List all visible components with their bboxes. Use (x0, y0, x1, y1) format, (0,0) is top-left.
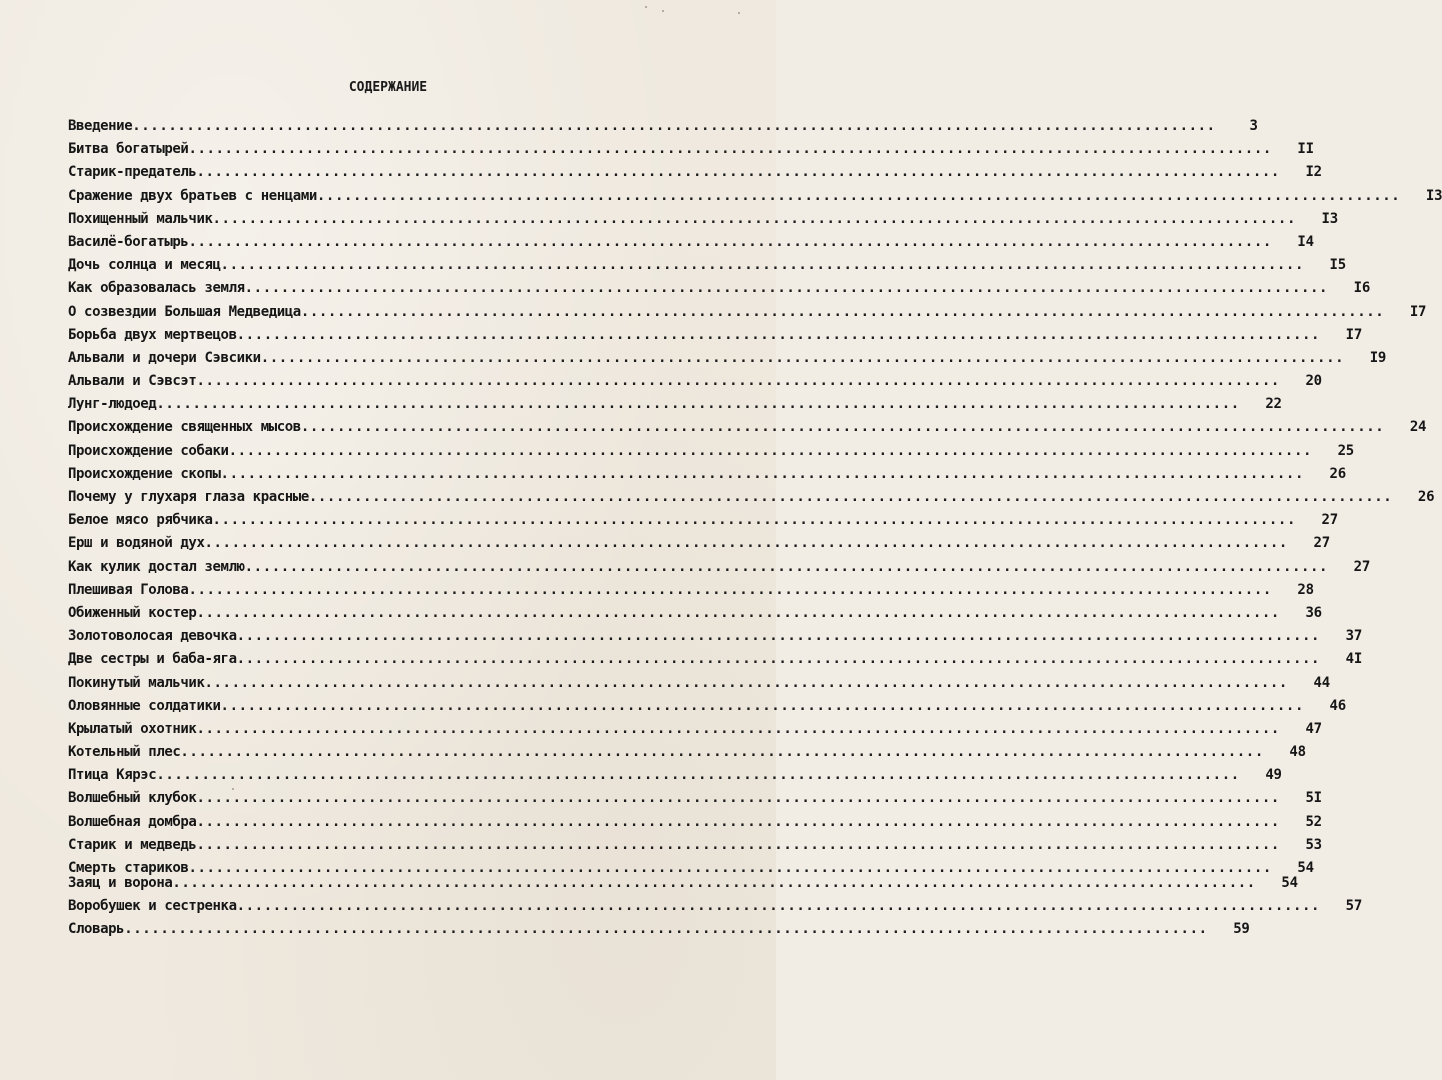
toc-entry (68, 257, 1346, 280)
dot-leader: ........................................................................................................................ (300, 419, 1385, 436)
toc-entry (68, 489, 1435, 512)
toc-entry-title: Оловянные солдатики (68, 697, 221, 714)
toc-entry-title: Происхождение скопы (68, 465, 221, 482)
dot-leader: ........................................................................................................................ (212, 210, 1296, 227)
toc-entry-page-number: I9 (1369, 349, 1387, 366)
toc-entry-page-number: 47 (1305, 720, 1322, 737)
toc-entry (68, 860, 1314, 876)
toc-entry-page-number: 26 (1329, 465, 1346, 482)
paper-speck (662, 10, 664, 12)
toc-entry-page-number: 27 (1321, 512, 1338, 529)
toc-entry-title: Борьба двух мертвецов (68, 326, 237, 343)
dot-leader: ........................................................................................................................ (236, 628, 1321, 645)
toc-entry-page-number: I7 (1409, 303, 1427, 320)
dot-leader: ........................................................................................................................ (236, 651, 1321, 668)
toc-entry-title: Плешивая Голова (68, 581, 189, 598)
dot-leader: ........................................................................................................................ (156, 396, 1240, 413)
dot-leader: ........................................................................................................................ (244, 280, 1329, 297)
toc-entry-page-number: I2 (1305, 164, 1322, 181)
toc-entry (68, 233, 1314, 257)
toc-entry-page-number: 37 (1345, 628, 1363, 645)
dot-leader: ........................................................................................................................ (188, 860, 1272, 876)
toc-entry (68, 396, 1282, 419)
dot-leader: ........................................................................................................................ (124, 921, 1208, 938)
toc-entry-title: Две сестры и баба-яга (68, 651, 237, 668)
toc-entry (68, 604, 1322, 628)
toc-entry-title: Сражение двух братьев с ненцами (68, 187, 317, 204)
dot-leader: ........................................................................................................................ (196, 164, 1280, 181)
dot-leader: ........................................................................................................................ (196, 720, 1280, 737)
dot-leader: ........................................................................................................................ (188, 581, 1272, 598)
toc-entry-title: Золотоволосая девочка (68, 628, 237, 645)
toc-entry-title: Почему у глухаря глаза красные (68, 489, 309, 505)
toc-entry-page-number: 24 (1409, 419, 1427, 436)
toc-entry-title: О созвездии Большая Медведица (68, 303, 301, 320)
dot-leader: ........................................................................................................................ (236, 898, 1321, 915)
toc-entry-title: Ерш и водяной дух (68, 535, 205, 552)
dot-leader: ........................................................................................................................ (204, 674, 1288, 691)
dot-leader: ........................................................................................................................ (212, 512, 1296, 529)
toc-entry-page-number: 5I (1305, 790, 1322, 807)
toc-entry (68, 898, 1363, 921)
toc-entry (68, 535, 1330, 558)
toc-entry-title: Лунг-людоед (68, 396, 157, 413)
toc-entry (68, 118, 1258, 141)
paper-speck (232, 788, 234, 790)
dot-leader: ........................................................................................................................ (236, 326, 1321, 343)
dot-leader: ........................................................................................................................ (220, 257, 1304, 274)
toc-entry (68, 651, 1363, 674)
toc-entry (68, 210, 1338, 234)
toc-entry-title: Введение (68, 118, 133, 134)
page-title: СОДЕРЖАНИЕ (348, 80, 428, 95)
dot-leader: ........................................................................................................................ (156, 767, 1240, 784)
toc-entry-page-number: 26 (1417, 489, 1435, 505)
toc-entry-page-number: 46 (1329, 697, 1346, 714)
toc-entry-page-number: 3 (1249, 118, 1258, 134)
toc-entry-title: Как образовалась земля (68, 280, 245, 297)
toc-entry-page-number: 36 (1305, 604, 1322, 621)
toc-entry-title: Белое мясо рябчика (68, 512, 213, 529)
toc-entry-page-number: 49 (1265, 767, 1282, 784)
dot-leader: ........................................................................................................................ (196, 373, 1280, 390)
dot-leader: ........................................................................................................................ (132, 118, 1216, 134)
toc-entry-page-number: I6 (1353, 280, 1371, 297)
toc-entry-page-number: 27 (1313, 535, 1330, 552)
toc-entry-title: Альвали и Сэвсэт (68, 373, 197, 390)
toc-entry-page-number: I3 (1425, 187, 1442, 204)
toc-entry (68, 187, 1442, 211)
toc-entry-page-number: 44 (1313, 674, 1330, 691)
toc-entry (68, 419, 1427, 442)
toc-entry (68, 790, 1322, 813)
toc-entry-page-number: 54 (1281, 875, 1298, 891)
toc-entry-title: Волшебный клубок (68, 790, 197, 807)
toc-entry (68, 697, 1346, 721)
toc-entry-page-number: 48 (1289, 744, 1306, 761)
dot-leader: ........................................................................................................................ (196, 836, 1280, 853)
paper-speck (738, 12, 740, 14)
toc-entry (68, 744, 1306, 767)
toc-entry-title: Происхождение священных мысов (68, 419, 301, 436)
toc-entry-title: Старик-предатель (68, 164, 197, 181)
toc-entry (68, 921, 1250, 944)
dot-leader: ........................................................................................................................ (196, 790, 1280, 807)
paper-speck (645, 6, 647, 8)
toc-entry-title: Волшебная домбра (68, 813, 197, 830)
toc-entry (68, 767, 1282, 790)
toc-entry-title: Смерть стариков (68, 860, 189, 876)
toc-entry (68, 558, 1371, 582)
toc-entry-title: Крылатый охотник (68, 720, 197, 737)
toc-entry (68, 303, 1427, 327)
toc-entry-page-number: I4 (1297, 233, 1314, 250)
toc-entry-title: Котельный плес (68, 744, 181, 761)
toc-entry-title: Похищенный мальчик (68, 210, 213, 227)
toc-entry (68, 813, 1322, 837)
toc-entry (68, 373, 1322, 396)
toc-entry (68, 836, 1322, 860)
toc-entry-page-number: I3 (1321, 210, 1338, 227)
dot-leader: ........................................................................................................................ (244, 558, 1329, 575)
toc-entry-title: Битва богатырей (68, 141, 189, 158)
toc-entry-page-number: II (1297, 141, 1314, 158)
dot-leader: ........................................................................................................................ (220, 465, 1304, 482)
toc-entry-page-number: 28 (1297, 581, 1314, 598)
toc-entry-title: Старик и медведь (68, 836, 197, 853)
toc-entry-page-number: I5 (1329, 257, 1346, 274)
toc-entry-page-number: 25 (1337, 442, 1355, 459)
toc-entry-title: Покинутый мальчик (68, 674, 205, 691)
dot-leader: ........................................................................................................................ (196, 813, 1280, 830)
toc-entry (68, 442, 1355, 466)
dot-leader: ........................................................................................................................ (316, 187, 1401, 204)
toc-entry-title: Обиженный костер (68, 604, 197, 621)
toc-entry (68, 349, 1387, 373)
dot-leader: ........................................................................................................................ (220, 697, 1304, 714)
toc-entry (68, 628, 1363, 651)
toc-entry (68, 280, 1371, 303)
toc-entry-title: Птица Кярэс (68, 767, 157, 784)
toc-entry-page-number: 52 (1305, 813, 1322, 830)
dot-leader: ........................................................................................................................ (188, 233, 1272, 250)
dot-leader: ........................................................................................................................ (300, 303, 1385, 320)
dot-leader: ........................................................................................................................ (308, 489, 1393, 505)
toc-entry (68, 875, 1298, 898)
toc-entry-page-number: I7 (1345, 326, 1363, 343)
dot-leader: ........................................................................................................................ (204, 535, 1288, 552)
toc-entry-title: Василё-богатырь (68, 233, 189, 250)
toc-entry (68, 720, 1322, 744)
toc-entry (68, 581, 1314, 605)
table-of-contents (68, 118, 1442, 945)
toc-entry (68, 465, 1346, 489)
toc-entry-page-number: 4I (1345, 651, 1363, 668)
toc-entry-page-number: 20 (1305, 373, 1322, 390)
toc-entry-page-number: 53 (1305, 836, 1322, 853)
toc-entry (68, 512, 1338, 535)
dot-leader: ........................................................................................................................ (228, 442, 1313, 459)
dot-leader: ........................................................................................................................ (196, 604, 1280, 621)
toc-entry-page-number: 22 (1265, 396, 1282, 413)
toc-entry-page-number: 57 (1345, 898, 1363, 915)
toc-entry-title: Как кулик достал землю (68, 558, 245, 575)
toc-entry-title: Дочь солнца и месяц (68, 257, 221, 274)
toc-entry (68, 674, 1330, 698)
toc-entry (68, 326, 1363, 350)
dot-leader: ........................................................................................................................ (188, 141, 1272, 158)
toc-entry-title: Происхождение собаки (68, 442, 229, 459)
dot-leader: ........................................................................................................................ (172, 875, 1256, 891)
toc-entry-title: Словарь (68, 921, 125, 938)
dot-leader: ........................................................................................................................ (180, 744, 1264, 761)
toc-entry-page-number: 27 (1353, 558, 1371, 575)
toc-entry-title: Альвали и дочери Сэвсики (68, 349, 261, 366)
toc-entry (68, 141, 1314, 164)
toc-entry-page-number: 59 (1233, 921, 1250, 938)
toc-entry-page-number: 54 (1297, 860, 1314, 876)
toc-entry (68, 164, 1322, 187)
dot-leader: ........................................................................................................................ (260, 349, 1345, 366)
toc-entry-title: Воробушек и сестренка (68, 898, 237, 915)
toc-entry-title: Заяц и ворона (68, 875, 173, 891)
